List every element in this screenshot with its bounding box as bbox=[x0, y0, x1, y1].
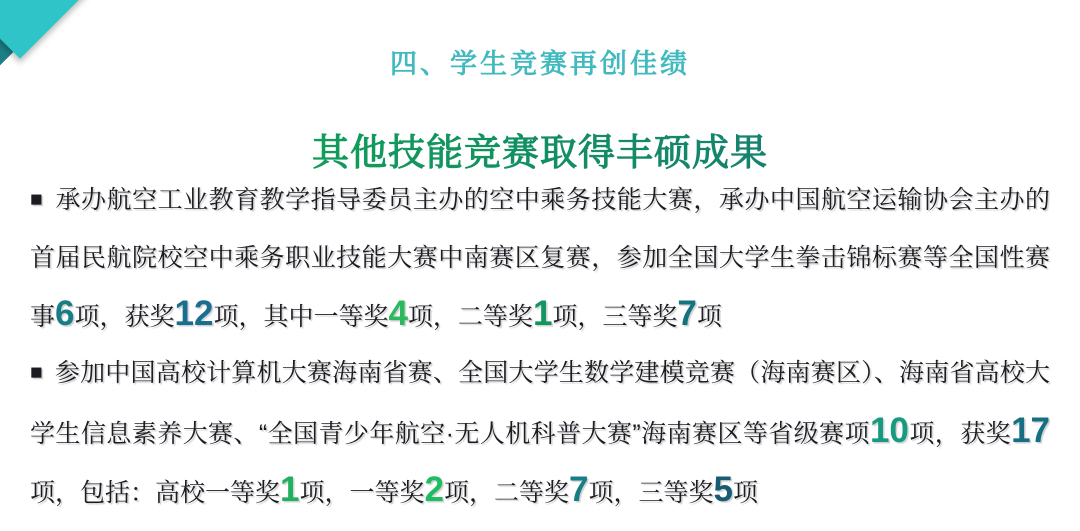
stat-number: 4 bbox=[388, 294, 408, 333]
bullet-square-icon: ■ bbox=[30, 361, 49, 384]
body-text-segment: 项 bbox=[696, 303, 722, 331]
stat-number: 2 bbox=[424, 470, 444, 509]
body-text-segment: 项，获奖 bbox=[908, 420, 1012, 448]
section-heading: 四、学生竞赛再创佳绩 bbox=[390, 49, 690, 79]
body-text-segment: 项，其中一等奖 bbox=[213, 303, 389, 331]
stat-number: 17 bbox=[1011, 411, 1050, 450]
stat-number: 12 bbox=[174, 294, 214, 333]
body-paragraph bbox=[30, 345, 1050, 521]
body-text-segment: 项，三等奖 bbox=[588, 479, 714, 507]
body-text-segment: 项，包括：高校一等奖 bbox=[30, 479, 281, 507]
body-text-segment: 项，三等奖 bbox=[552, 303, 678, 331]
body-text-segment: 项，二等奖 bbox=[443, 479, 569, 507]
body-text-segment: 项，二等奖 bbox=[407, 303, 533, 331]
stat-number: 1 bbox=[280, 470, 300, 509]
body-paragraph bbox=[30, 172, 1050, 345]
body-text-segment: 项，获奖 bbox=[74, 303, 175, 331]
stat-number: 7 bbox=[568, 470, 589, 509]
bullet-square-icon: ■ bbox=[30, 188, 50, 211]
stat-number: 6 bbox=[55, 294, 75, 333]
stat-number: 1 bbox=[532, 294, 553, 333]
body-text-segment: 承办航空工业教育教学指导委员主办的空中乘务技能大赛，承办中国航空运输协会主办的首届民航院校空中乘务职业技能大赛中南赛区复赛，参加全国大学生拳击锦标赛等全国性赛事 bbox=[30, 186, 1050, 331]
stat-number: 10 bbox=[869, 411, 909, 450]
body-text-segment: 项，一等奖 bbox=[299, 479, 425, 507]
page-title: 其他技能竞赛取得丰硕成果 bbox=[0, 122, 1080, 176]
stat-number: 5 bbox=[713, 470, 733, 509]
body-text bbox=[30, 172, 1050, 521]
body-text-segment: 参加中国高校计算机大赛海南省赛、全国大学生数学建模竞赛（海南赛区）、海南省高校大学生信息素养大赛、“全国青少年航空·无人机科普大赛”海南赛区等省级赛项 bbox=[30, 359, 1050, 448]
body-text-segment: 项 bbox=[732, 479, 758, 507]
stat-number: 7 bbox=[677, 294, 697, 333]
